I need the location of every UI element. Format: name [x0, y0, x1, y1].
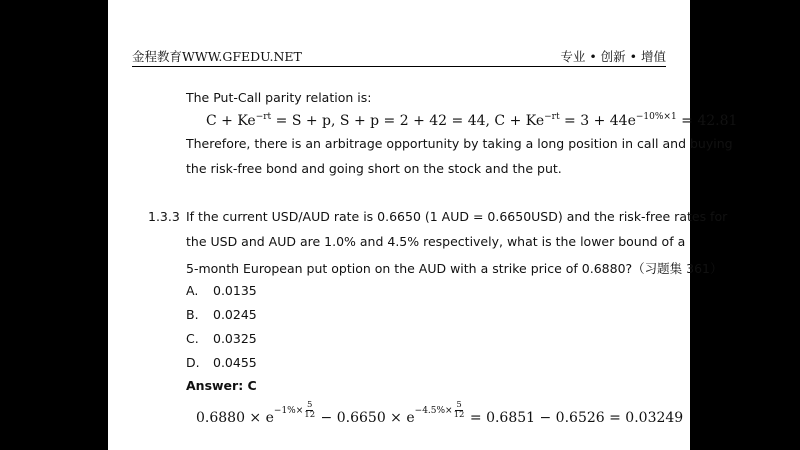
- answer-label: Answer: C: [186, 378, 257, 393]
- question-line-2: the USD and AUD are 1.0% and 4.5% respectively, what is the lower bound of a: [186, 234, 686, 249]
- option-b-value: 0.0245: [213, 307, 257, 322]
- parity-intro: The Put-Call parity relation is:: [186, 90, 372, 105]
- option-a-value: 0.0135: [213, 283, 257, 298]
- header-brand: 金程教育WWW.GFEDU.NET: [132, 49, 302, 64]
- ans-fraction-a-num: 5: [306, 400, 313, 410]
- eq-exponent-1: −rt: [255, 112, 272, 122]
- eq-part-1: C + Ke: [206, 113, 256, 129]
- ans-exponent-a: [274, 401, 316, 420]
- option-a-letter: A.: [186, 283, 199, 298]
- ans-fraction-a-den: 12: [304, 410, 316, 420]
- ans-exponent-a-text: −1%×: [273, 405, 304, 416]
- eq-part-2: = S + p, S + p = 2 + 42 = 44, C + Ke: [271, 113, 545, 129]
- page-header: [132, 44, 666, 64]
- ans-fraction-b-num: 5: [456, 400, 462, 410]
- eq-part-3: = 3 + 44e: [559, 113, 636, 129]
- ans-eq-part-c: = 0.6851 − 0.6526 = 0.03249: [465, 409, 684, 426]
- ans-exponent-b-text: −4.5%×: [414, 405, 453, 416]
- eq-exponent-3: −10%×1: [635, 112, 677, 122]
- ans-exponent-b: [415, 401, 466, 420]
- conclusion-line-2: the risk-free bond and going short on the stock and the put.: [186, 161, 562, 176]
- header-slogan: 专业 • 创新 • 增值: [560, 49, 666, 64]
- ans-eq-part-b: − 0.6650 × e: [316, 409, 415, 426]
- document-page: [108, 0, 738, 450]
- question-line-3: 5-month European put option on the AUD with a strike price of 0.6880?（习题集 361）: [186, 261, 723, 276]
- parity-equation: [206, 112, 737, 129]
- ans-eq-part-a: 0.6880 × e: [196, 409, 274, 426]
- ans-fraction-a: [304, 401, 315, 420]
- conclusion-line-1: Therefore, there is an arbitrage opportunity by taking a long position in call and buying: [186, 136, 733, 151]
- header-divider: [132, 66, 666, 67]
- option-c-letter: C.: [186, 331, 199, 346]
- question-line-1: If the current USD/AUD rate is 0.6650 (1 AUD = 0.6650USD) and the risk-free rates for: [186, 209, 728, 224]
- ans-fraction-b: [454, 401, 465, 420]
- eq-exponent-2: −rt: [544, 112, 560, 122]
- answer-equation: [196, 400, 684, 427]
- option-c-value: 0.0325: [213, 331, 257, 346]
- option-d-letter: D.: [186, 355, 200, 370]
- option-b-letter: B.: [186, 307, 199, 322]
- question-number: 1.3.3: [148, 209, 180, 224]
- option-d-value: 0.0455: [213, 355, 257, 370]
- ans-fraction-b-den: 12: [453, 410, 465, 420]
- eq-part-4: = 42.81: [676, 113, 738, 129]
